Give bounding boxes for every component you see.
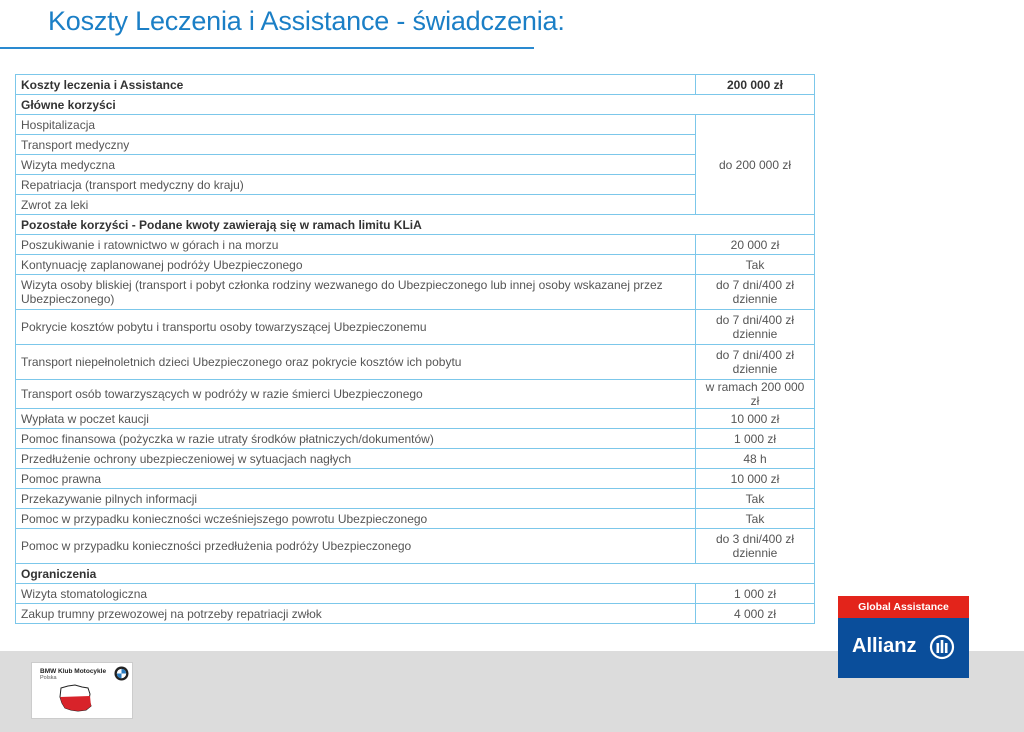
benefit-label: Hospitalizacja xyxy=(16,115,696,135)
poland-map-icon xyxy=(58,683,92,713)
allianz-panel xyxy=(838,618,969,678)
section-row-other xyxy=(16,215,815,235)
benefit-value: do 7 dni/400 zł dziennie xyxy=(696,310,815,345)
page-title: Koszty Leczenia i Assistance - świadczenia: xyxy=(48,6,565,36)
main-benefits-value: do 200 000 zł xyxy=(696,115,815,215)
section-title-main: Główne korzyści xyxy=(16,95,815,115)
benefit-value: do 3 dni/400 zł dziennie xyxy=(696,529,815,564)
benefit-label: Kontynuację zaplanowanej podróży Ubezpieczonego xyxy=(16,255,696,275)
benefit-label: Pomoc w przypadku konieczności wcześniejszego powrotu Ubezpieczonego xyxy=(16,509,696,529)
benefit-label: Transport osób towarzyszących w podróży w razie śmierci Ubezpieczonego xyxy=(16,380,696,409)
club-country: Polska xyxy=(40,675,57,681)
benefit-value: 1 000 zł xyxy=(696,429,815,449)
benefit-value: Tak xyxy=(696,489,815,509)
section-row-main xyxy=(16,95,815,115)
benefit-value: 20 000 zł xyxy=(696,235,815,255)
allianz-global-assistance-logo xyxy=(838,596,969,678)
benefit-label: Pokrycie kosztów pobytu i transportu osoby towarzyszącej Ubezpieczonemu xyxy=(16,310,696,345)
table-row xyxy=(16,409,815,429)
benefit-label: Wypłata w poczet kaucji xyxy=(16,409,696,429)
title-underline xyxy=(0,47,534,49)
table-row xyxy=(16,235,815,255)
header-value: 200 000 zł xyxy=(696,75,815,95)
club-name: BMW Klub Motocykle xyxy=(40,668,107,675)
benefit-value: 10 000 zł xyxy=(696,409,815,429)
table-row xyxy=(16,529,815,564)
section-row-limits xyxy=(16,564,815,584)
allianz-eagle-icon xyxy=(929,634,955,660)
table-row xyxy=(16,489,815,509)
table-row xyxy=(16,449,815,469)
table-row xyxy=(16,604,815,624)
table-row xyxy=(16,380,815,409)
benefit-label: Przedłużenie ochrony ubezpieczeniowej w sytuacjach nagłych xyxy=(16,449,696,469)
benefit-value: w ramach 200 000 zł xyxy=(696,380,815,409)
benefit-label: Wizyta medyczna xyxy=(16,155,696,175)
benefit-label: Zakup trumny przewozowej na potrzeby repatriacji zwłok xyxy=(16,604,696,624)
table-row xyxy=(16,275,815,310)
table-row xyxy=(16,310,815,345)
table-row xyxy=(16,255,815,275)
benefit-label: Wizyta stomatologiczna xyxy=(16,584,696,604)
table-row xyxy=(16,429,815,449)
benefit-value: 10 000 zł xyxy=(696,469,815,489)
benefits-table xyxy=(15,74,815,624)
table-row xyxy=(16,115,815,135)
benefit-value: do 7 dni/400 zł dziennie xyxy=(696,275,815,310)
benefit-label: Transport medyczny xyxy=(16,135,696,155)
benefit-label: Pomoc prawna xyxy=(16,469,696,489)
global-assistance-label: Global Assistance xyxy=(838,596,969,618)
table-row xyxy=(16,195,815,215)
benefit-value: 4 000 zł xyxy=(696,604,815,624)
table-row xyxy=(16,175,815,195)
bmw-roundel-icon xyxy=(114,666,129,681)
benefit-label: Pomoc w przypadku konieczności przedłużenia podróży Ubezpieczonego xyxy=(16,529,696,564)
benefit-label: Wizyta osoby bliskiej (transport i pobyt członka rodziny wezwanego do Ubezpieczonego lub innej osoby wskazanej przez Ubezpieczonego) xyxy=(16,275,696,310)
benefit-value: do 7 dni/400 zł dziennie xyxy=(696,345,815,380)
table-row xyxy=(16,345,815,380)
benefit-value: 48 h xyxy=(696,449,815,469)
section-title-limits: Ograniczenia xyxy=(16,564,815,584)
table-row xyxy=(16,469,815,489)
header-label: Koszty leczenia i Assistance xyxy=(16,75,696,95)
benefit-label: Transport niepełnoletnich dzieci Ubezpieczonego oraz pokrycie kosztów ich pobytu xyxy=(16,345,696,380)
table-row xyxy=(16,155,815,175)
benefit-value: Tak xyxy=(696,509,815,529)
benefit-value: Tak xyxy=(696,255,815,275)
benefit-label: Pomoc finansowa (pożyczka w razie utraty środków płatniczych/dokumentów) xyxy=(16,429,696,449)
table-row xyxy=(16,584,815,604)
benefit-label: Zwrot za leki xyxy=(16,195,696,215)
benefit-label: Przekazywanie pilnych informacji xyxy=(16,489,696,509)
table-row xyxy=(16,509,815,529)
table-row xyxy=(16,135,815,155)
benefit-label: Poszukiwanie i ratownictwo w górach i na morzu xyxy=(16,235,696,255)
benefit-label: Repatriacja (transport medyczny do kraju) xyxy=(16,175,696,195)
table-header-row xyxy=(16,75,815,95)
benefit-value: 1 000 zł xyxy=(696,584,815,604)
allianz-wordmark: Allianz xyxy=(852,635,917,657)
bmw-moto-club-logo xyxy=(31,662,133,719)
section-title-other: Pozostałe korzyści - Podane kwoty zawierają się w ramach limitu KLiA xyxy=(16,215,815,235)
